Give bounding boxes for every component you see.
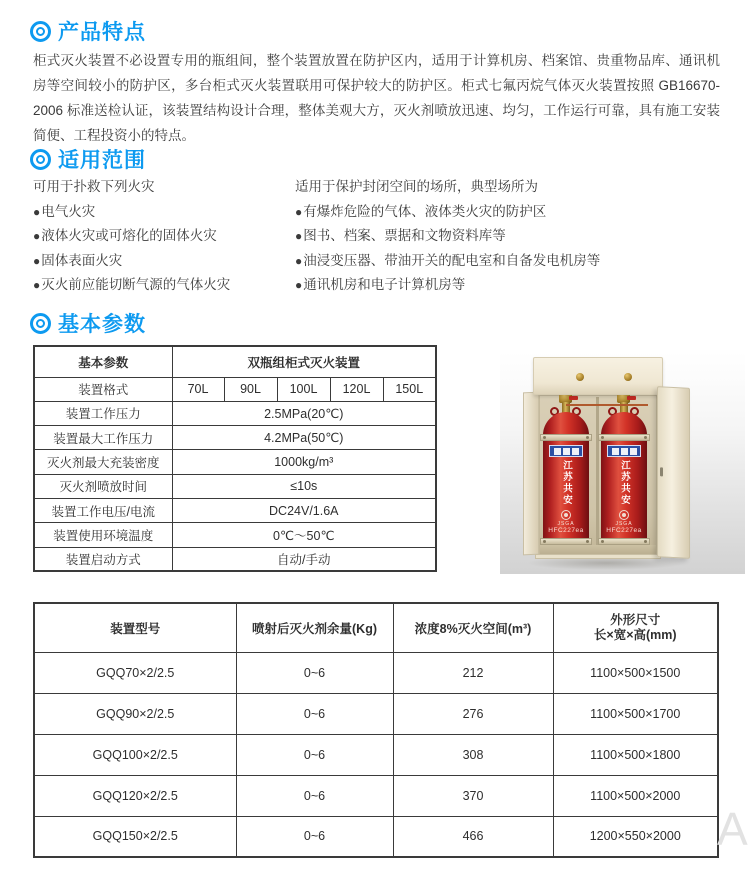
size-cell: 1100×500×1700 <box>553 693 718 734</box>
features-title-text: 产品特点 <box>58 21 146 44</box>
model-cell: GQQ90×2/2.5 <box>34 693 236 734</box>
table-row <box>34 734 718 775</box>
section-bullseye-icon <box>30 313 51 334</box>
size-cell: 1100×500×1800 <box>553 734 718 775</box>
list-item <box>33 224 288 249</box>
space-cell: 276 <box>393 693 553 734</box>
models-header-size-line2: 长×宽×高(mm) <box>593 627 677 642</box>
scope-left-header: 可用于扑救下列火灾 <box>33 179 155 194</box>
cabinet-knob-icon <box>624 373 632 381</box>
residual-cell: 0~6 <box>236 652 393 693</box>
list-item-text: 电气火灾 <box>41 203 96 219</box>
size-cell: 1100×500×1500 <box>553 652 718 693</box>
size-cell: 1200×550×2000 <box>553 816 718 857</box>
residual-cell: 0~6 <box>236 693 393 734</box>
cylinder-brand-text: 江苏共安 <box>619 460 630 506</box>
scope-right-column <box>295 175 725 298</box>
model-cell: GQQ150×2/2.5 <box>34 816 236 857</box>
scope-right-header: 适用于保护封闭空间的场所，典型场所为 <box>295 179 538 194</box>
list-item-text: 灭火前应能切断气源的气体火灾 <box>41 277 231 292</box>
models-header-residual: 喷射后灭火剂余量(Kg) <box>236 603 393 652</box>
list-item <box>295 224 725 249</box>
cylinder-logo-text: JSGA <box>557 521 575 527</box>
space-cell: 466 <box>393 816 553 857</box>
models-header-size-line1: 外形尺寸 <box>610 612 661 627</box>
param-label: 装置最大工作压力 <box>34 426 172 450</box>
list-item-text: 有爆炸危险的气体、液体类火灾的防护区 <box>303 203 547 219</box>
param-label: 装置格式 <box>34 377 172 401</box>
scope-section-title <box>30 144 146 174</box>
cylinder-agent-text: HFC227ea <box>606 527 642 534</box>
models-header-size <box>553 603 718 652</box>
watermark-letter: A <box>717 803 748 855</box>
list-item <box>295 200 725 225</box>
param-value: 90L <box>224 377 277 401</box>
param-label: 装置启动方式 <box>34 547 172 571</box>
bullet-icon: ● <box>33 253 41 268</box>
param-value: ≤10s <box>172 474 436 498</box>
model-cell: GQQ120×2/2.5 <box>34 775 236 816</box>
cylinder-label-band <box>607 445 641 457</box>
cylinder-strap <box>598 434 650 441</box>
cabinet-left-door <box>523 392 539 556</box>
params-group-header: 双瓶组柜式灭火装置 <box>172 346 436 377</box>
cylinder-strap <box>598 538 650 545</box>
list-item-text: 固体表面火灾 <box>41 252 123 268</box>
cylinder-brand-text: 江苏共安 <box>561 460 572 506</box>
brand-emblem-dot <box>622 513 626 517</box>
cylinder-logo-text: JSGA <box>615 521 633 527</box>
door-handle-icon <box>660 467 663 476</box>
param-label: 装置使用环境温度 <box>34 523 172 547</box>
section-bullseye-icon <box>30 149 51 170</box>
cylinder-agent-text: HFC227ea <box>548 527 584 534</box>
param-value: 150L <box>383 377 436 401</box>
param-value: DC24V/1.6A <box>172 498 436 522</box>
bullet-icon: ● <box>33 229 41 243</box>
cylinder-label-band <box>549 445 583 457</box>
params-section-title <box>30 308 146 338</box>
param-value: 100L <box>277 377 330 401</box>
residual-cell: 0~6 <box>236 816 393 857</box>
cabinet-right-door <box>657 386 690 559</box>
valve-lever-icon <box>627 396 636 400</box>
list-item <box>295 273 725 298</box>
product-photo <box>500 352 745 574</box>
space-cell: 212 <box>393 652 553 693</box>
param-value: 4.2MPa(50℃) <box>172 426 436 450</box>
param-value: 1000kg/m³ <box>172 450 436 474</box>
cabinet-divider <box>596 397 599 554</box>
param-value: 120L <box>330 377 383 401</box>
scope-left-column <box>33 175 288 298</box>
bullet-icon: ● <box>33 278 41 292</box>
list-item-text: 油浸变压器、带油开关的配电室和自备发电机房等 <box>303 252 601 268</box>
param-label: 装置工作压力 <box>34 401 172 425</box>
list-item <box>33 273 288 298</box>
param-value: 自动/手动 <box>172 547 436 571</box>
valve-lever-icon <box>569 396 578 400</box>
cabinet-lid <box>533 357 663 395</box>
cylinder-strap <box>540 538 592 545</box>
space-cell: 308 <box>393 734 553 775</box>
table-row <box>34 775 718 816</box>
list-item <box>295 249 725 274</box>
param-value: 0℃～50℃ <box>172 523 436 547</box>
cabinet-base <box>535 554 661 559</box>
model-cell: GQQ70×2/2.5 <box>34 652 236 693</box>
space-cell: 370 <box>393 775 553 816</box>
size-cell: 1100×500×2000 <box>553 775 718 816</box>
bullet-icon: ● <box>295 204 303 219</box>
bullet-icon: ● <box>295 229 303 243</box>
table-row <box>34 652 718 693</box>
list-item-text: 通讯机房和电子计算机房等 <box>303 277 466 292</box>
param-value: 2.5MPa(20℃) <box>172 401 436 425</box>
param-label: 装置工作电压/电流 <box>34 498 172 522</box>
param-label: 灭火剂喷放时间 <box>34 474 172 498</box>
cylinder-strap <box>540 434 592 441</box>
scope-title-text: 适用范围 <box>58 149 146 172</box>
list-item <box>33 200 288 225</box>
brand-emblem-dot <box>564 513 568 517</box>
param-value: 70L <box>172 377 224 401</box>
bullet-icon: ● <box>295 253 303 268</box>
basic-params-table <box>33 345 437 572</box>
residual-cell: 0~6 <box>236 775 393 816</box>
bullet-icon: ● <box>295 278 303 292</box>
models-header-space: 浓度8%灭火空间(m³) <box>393 603 553 652</box>
models-table <box>33 602 719 858</box>
table-row <box>34 693 718 734</box>
list-item-text: 图书、档案、票据和文物资料库等 <box>303 228 506 243</box>
features-section-title <box>30 16 146 46</box>
table-row <box>34 816 718 857</box>
models-header-model: 装置型号 <box>34 603 236 652</box>
cabinet-knob-icon <box>576 373 584 381</box>
residual-cell: 0~6 <box>236 734 393 775</box>
params-title-text: 基本参数 <box>58 313 146 336</box>
section-bullseye-icon <box>30 21 51 42</box>
manifold-pipe-icon <box>566 404 648 406</box>
list-item-text: 液体火灾或可熔化的固体火灾 <box>41 228 217 243</box>
bullet-icon: ● <box>33 204 41 219</box>
model-cell: GQQ100×2/2.5 <box>34 734 236 775</box>
param-label: 灭火剂最大充装密度 <box>34 450 172 474</box>
features-paragraph: 柜式灭火装置不必设置专用的瓶组间，整个装置放置在防护区内，适用于计算机房、档案馆、贵重物品库、通讯机房等空间较小的防护区，多台柜式灭火装置联用可保护较大的防护区。柜式七氟丙烷气体灭火装置按照 GB16670-2006 标准送检认证，该装置结构设计合理，整体美观大方，灭火剂喷放迅速、均匀，工作运行可靠，具有施工安装简便、工程投资小的特点。 <box>33 53 720 143</box>
params-col-header: 基本参数 <box>34 346 172 377</box>
list-item <box>33 249 288 274</box>
